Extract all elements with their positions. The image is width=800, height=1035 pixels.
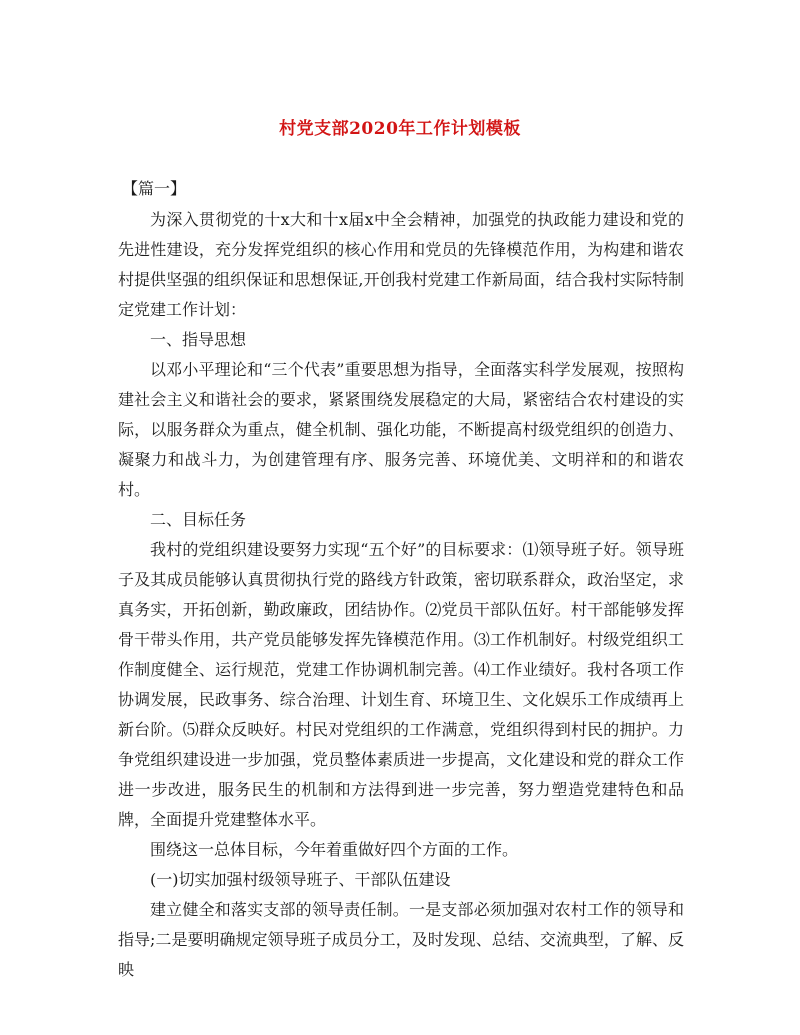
document-body (118, 205, 684, 985)
paragraph-focus-areas: 围绕这一总体目标，今年着重做好四个方面的工作。 (150, 840, 519, 859)
paragraph-guiding-ideology: 以邓小平理论和“三个代表”重要思想为指导，全面落实科学发展观，按照构建社会主义和谐社会的要求，紧紧围绕发展稳定的大局，紧密结合农村建设的实际，以服务群众为重点，健全机制、强化功能，不断提高村级党组织的创造力、凝聚力和战斗力，为创建管理有序、服务完善、环境优美、文明祥和的和谐农村。 (118, 360, 684, 499)
heading-leadership-team: (一)切实加强村级领导班子、干部队伍建设 (150, 870, 451, 889)
paragraph-leadership-responsibility: 建立健全和落实支部的领导责任制。一是支部必须加强对农村工作的领导和指导;二是要明确规定领导班子成员分工，及时发现、总结、交流典型，了解、反映 (118, 900, 684, 979)
section-label: 【篇一】 (122, 179, 187, 198)
paragraph-goals: 我村的党组织建设要努力实现“五个好”的目标要求：⑴领导班子好。领导班子及其成员能够认真贯彻执行党的路线方针政策，密切联系群众，政治坚定，求真务实，开拓创新，勤政廉政，团结协作。⑵党员干部队伍好。村干部能够发挥骨干带头作用，共产党员能够发挥先锋模范作用。⑶工作机制好。村级党组织工作制度健全、运行规范，党建工作协调机制完善。⑷工作业绩好。我村各项工作协调发展，民政事务、综合治理、计划生育、环境卫生、文化娱乐工作成绩再上新台阶。⑸群众反映好。村民对党组织的工作满意，党组织得到村民的拥护。力争党组织建设进一步加强，党员整体素质进一步提高，文化建设和党的群众工作进一步改进，服务民生的机制和方法得到进一步完善，努力塑造党建特色和品牌，全面提升党建整体水平。 (118, 540, 684, 829)
heading-guiding-ideology: 一、指导思想 (150, 330, 247, 349)
document-title: 村党支部2020年工作计划模板 (279, 119, 521, 139)
heading-goals: 二、目标任务 (150, 510, 247, 529)
paragraph-intro: 为深入贯彻党的十x大和十x届x中全会精神，加强党的执政能力建设和党的先进性建设，充分发挥党组织的核心作用和党员的先锋模范作用，为构建和谐农村提供坚强的组织保证和思想保证,开创我村党建工作新局面，结合我村实际特制定党建工作计划： (118, 210, 684, 319)
